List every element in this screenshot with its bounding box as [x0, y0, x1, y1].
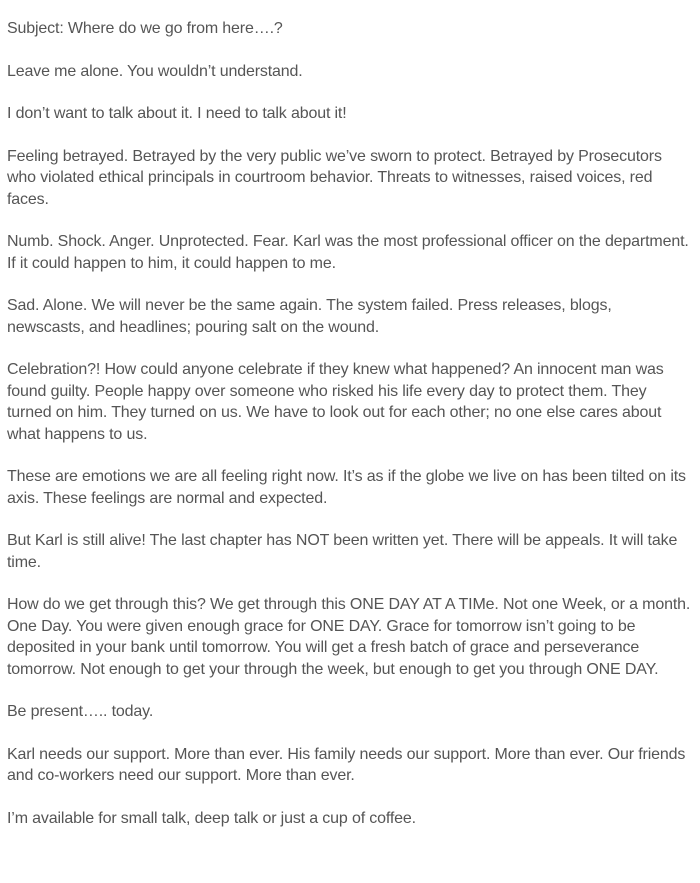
paragraph-sad-alone: Sad. Alone. We will never be the same again. The system failed. Press releases, blogs, newscasts, and headlines; pouring salt on the wound. [7, 297, 612, 336]
paragraph-one-day: How do we get through this? We get through this ONE DAY AT A TIMe. Not one Week, or a month. One Day. You were given enough grace for ONE DAY. Grace for tomorrow isn’t going to be deposited in your bank until tomorrow. You will get a fresh batch of grace and perseverance tomorrow. Not enough to get your through the week, but enough to get you through ONE DAY. [7, 596, 691, 678]
subject-line: Subject: Where do we go from here….? [7, 20, 283, 37]
paragraph-leave-me-alone: Leave me alone. You wouldn’t understand. [7, 62, 303, 80]
paragraph-numb-shock: Numb. Shock. Anger. Unprotected. Fear. Karl was the most professional officer on the department. If it could happen to him, it could happen to me. [7, 233, 689, 272]
paragraph-be-present: Be present….. today. [7, 703, 154, 720]
paragraph-celebration: Celebration?! How could anyone celebrate if they knew what happened? An innocent man was found guilty. People happy over someone who risked his life every day to protect them. They turned on him. They turned on us. We have to look out for each other; no one else cares about what happens to us. [7, 361, 664, 443]
paragraph-feeling-betrayed: Feeling betrayed. Betrayed by the very public we’ve sworn to protect. Betrayed by Prosecutors who violated ethical principals in courtroom behavior. Threats to witnesses, raised voices, red faces. [7, 147, 662, 208]
paragraph-emotions: These are emotions we are all feeling right now. It’s as if the globe we live on has been tilted on its axis. These feelings are normal and expected. [7, 468, 686, 507]
paragraph-karl-alive: But Karl is still alive! The last chapter has NOT been written yet. There will be appeals. It will take time. [7, 532, 678, 571]
paragraph-support: Karl needs our support. More than ever. His family needs our support. More than ever. Our friends and co-workers need our support. More than ever. [7, 745, 686, 784]
document-body [7, 18, 693, 829]
paragraph-talk-about-it: I don’t want to talk about it. I need to talk about it! [7, 105, 347, 122]
paragraph-available: I’m available for small talk, deep talk or just a cup of coffee. [7, 809, 416, 827]
